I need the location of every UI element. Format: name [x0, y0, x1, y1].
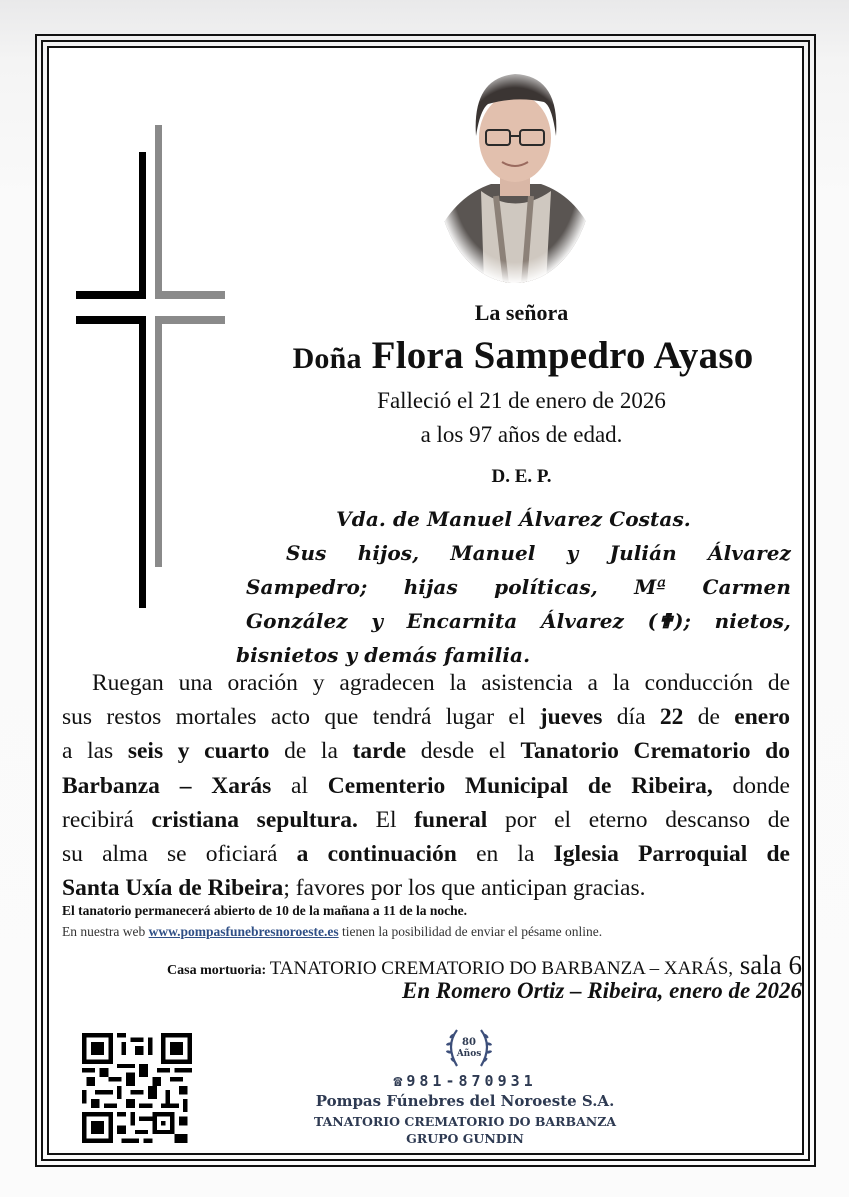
dep-label: D. E. P.: [491, 466, 552, 487]
family-line: González y Encarnita Álvarez (✟); nietos,: [246, 609, 791, 633]
body-line: a las seis y cuarto de la tarde desde el Tanatorio Crematorio do: [62, 738, 791, 765]
family-line: Vda. de Manuel Álvarez Costas.: [336, 507, 691, 531]
place-date: En Romero Ortiz – Ribeira, enero de 2026: [402, 978, 802, 1003]
body-line: recibirá cristiana sepultura. El funeral por el eterno descanso de: [62, 806, 790, 833]
hours-note: El tanatorio permanecerá abierto de 10 de la mañana a 11 de la noche.: [62, 903, 467, 918]
tanatorio-name: TANATORIO CREMATORIO DO BARBANZA: [313, 1114, 617, 1129]
funeral-home: [167, 950, 802, 981]
group-name: GRUPO GUNDIN: [406, 1131, 524, 1146]
family-list: [236, 502, 791, 672]
age-line: a los 97 años de edad.: [420, 422, 623, 447]
sala: sala 6: [733, 950, 802, 980]
portrait-photo: [436, 66, 594, 284]
deceased-name: [236, 333, 810, 378]
ceremony-text: [62, 666, 790, 905]
svg-text:Años: Años: [456, 1049, 482, 1059]
anniversary-laurel-icon: [443, 1024, 495, 1074]
body-line: Santa Uxía de Ribeira; favores por los que anticipan gracias.: [62, 875, 646, 902]
full-name: Flora Sampedro Ayaso: [371, 334, 754, 377]
phone-number[interactable]: ☎981-870931: [393, 1072, 537, 1090]
name-prefix: Doña: [292, 342, 362, 375]
company-name: Pompas Fúnebres del Noroeste S.A.: [315, 1092, 615, 1110]
website-link[interactable]: www.pompasfunebresnoroeste.es: [148, 924, 339, 939]
death-date: Falleció el 21 de enero de 2026: [377, 388, 666, 413]
body-line: su alma se oficiará a continuación en la Iglesia Parroquial de: [62, 841, 790, 868]
web-note: En nuestra web www.pompasfunebresnoroeste.es tienen la posibilidad de enviar el pésame online.: [62, 924, 603, 939]
casa-value: TANATORIO CREMATORIO DO BARBANZA – XARÁS,: [269, 958, 734, 979]
family-line: bisnietos y demás familia.: [236, 643, 531, 667]
svg-text:80: 80: [462, 1037, 476, 1048]
phone-icon: ☎: [393, 1072, 407, 1090]
body-line: Ruegan una oración y agradecen la asistencia a la conducción de: [92, 670, 790, 696]
casa-label: Casa mortuoria:: [167, 963, 270, 978]
qr-code[interactable]: [82, 1033, 192, 1143]
body-line: sus restos mortales acto que tendrá lugar el jueves día 22 de enero: [62, 704, 790, 731]
intro-label: La señora: [474, 300, 569, 325]
family-line: Sampedro; hijas políticas, Mª Carmen: [246, 575, 791, 599]
body-line: Barbanza – Xarás al Cementerio Municipal de Ribeira, donde: [62, 772, 790, 799]
family-line: Sus hijos, Manuel y Julián Álvarez: [286, 541, 791, 565]
